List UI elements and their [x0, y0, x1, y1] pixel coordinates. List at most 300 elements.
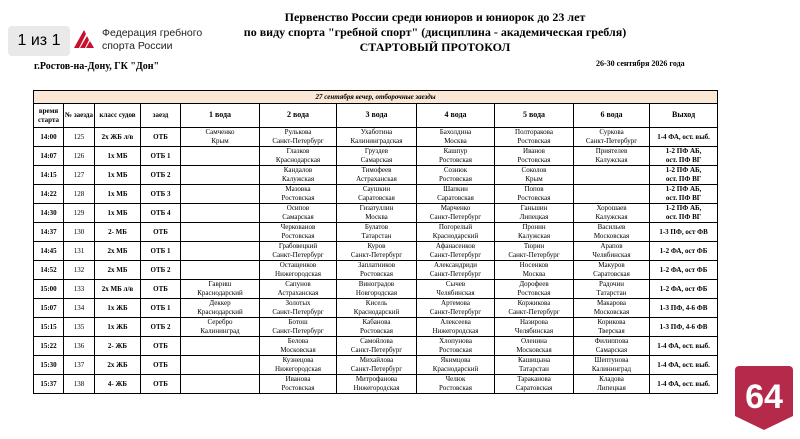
lane-2-entry [260, 147, 337, 166]
lane-2-entry [260, 223, 337, 242]
athlete-region: Санкт-Петербург [350, 365, 403, 373]
heat-label: ОТБ 2 [141, 261, 181, 280]
lane-6-entry [574, 375, 650, 394]
lane-6-entry [574, 166, 650, 185]
lane-5-entry [495, 166, 574, 185]
lane-1-entry [181, 223, 260, 242]
lane-2-entry [260, 261, 337, 280]
athlete-name: Афанасенков [435, 242, 476, 251]
athlete-region: Санкт-Петербург [429, 251, 482, 259]
table-row [34, 147, 718, 166]
lane-5-entry [495, 223, 574, 242]
heat-label: ОТБ 4 [141, 204, 181, 223]
athlete-name: Полторакова [515, 128, 553, 137]
col-heat: заезд [141, 104, 181, 128]
lane-4-entry [417, 166, 495, 185]
table-row [34, 128, 718, 147]
athlete-name: Кандалов [283, 166, 313, 175]
lane-3-entry [337, 147, 417, 166]
athlete-region: Тверская [598, 327, 625, 335]
table-row [34, 299, 718, 318]
athlete-name: Якимцова [440, 356, 471, 365]
race-time: 14:00 [34, 128, 64, 147]
athlete-name: Арапов [600, 242, 623, 251]
athlete-region: Новгородская [355, 289, 398, 297]
athlete-name: Золотых [285, 299, 311, 308]
heat-label: ОТБ [141, 356, 181, 375]
athlete-region: Ростовская [517, 156, 551, 164]
heat-label: ОТБ 2 [141, 318, 181, 337]
athlete-name: Груздев [364, 147, 389, 156]
athlete-region: Челябинская [436, 289, 475, 297]
athlete-region: Москва [522, 270, 546, 278]
lane-3-entry [337, 318, 417, 337]
athlete-name: Макарова [596, 299, 627, 308]
lane-2-entry [260, 299, 337, 318]
athlete-region: Самарская [282, 213, 314, 221]
boat-class: 2х ЖБ [95, 356, 141, 375]
race-time: 14:37 [34, 223, 64, 242]
exit-rule-line: 1-4 ФА, ост. выб. [657, 379, 710, 388]
athlete-name: Серебро [207, 318, 233, 327]
lane-1-entry [181, 356, 260, 375]
lane-4-entry [417, 242, 495, 261]
race-rows [34, 128, 718, 394]
heat-label: ОТБ [141, 223, 181, 242]
athlete-name: Бахолдина [439, 128, 472, 137]
athlete-region: Санкт-Петербург [429, 308, 482, 316]
athlete-name: Белова [287, 337, 309, 346]
lane-2-entry [260, 375, 337, 394]
athlete-region: Московская [280, 346, 316, 354]
boat-class: 2- МБ [95, 223, 141, 242]
race-number: 130 [64, 223, 95, 242]
federation-name-line1: Федерация гребного [102, 27, 203, 39]
exit-rule-line: 1-2 ПФ АБ, [665, 185, 702, 194]
exit-rule-line: ост. ПФ ВГ [665, 213, 702, 221]
athlete-region: Санкт-Петербург [508, 308, 560, 316]
race-time: 14:30 [34, 204, 64, 223]
boat-class: 1х МБ [95, 185, 141, 204]
athlete-region: Ростовская [517, 137, 551, 145]
race-number: 136 [64, 337, 95, 356]
heat-label: ОТБ 1 [141, 242, 181, 261]
race-time: 15:15 [34, 318, 64, 337]
athlete-name: Шапкин [443, 185, 468, 194]
athlete-region: Татарстан [596, 289, 627, 297]
lane-5-entry [495, 128, 574, 147]
athlete-name: Самойлова [360, 337, 393, 346]
lane-4-entry [417, 147, 495, 166]
exit-rule-line: ост. ПФ ВГ [665, 156, 702, 164]
lane-3-entry [337, 299, 417, 318]
athlete-region: Ростовская [360, 270, 393, 278]
athlete-name: Носенков [519, 261, 549, 270]
lane-6-entry [574, 185, 650, 204]
athlete-name: Челюк [445, 375, 466, 384]
col-race-no: № заезда [64, 104, 95, 128]
athlete-region: Калининградская [350, 137, 403, 145]
lane-1-entry [181, 242, 260, 261]
athlete-name: Булатов [364, 223, 389, 232]
lane-1-entry [181, 204, 260, 223]
race-time: 14:07 [34, 147, 64, 166]
event-dates: 26-30 сентября 2026 года [596, 59, 685, 68]
lane-1-entry [181, 318, 260, 337]
lane-3-entry [337, 128, 417, 147]
federation-emblem-icon [70, 26, 98, 54]
athlete-name: Рулькова [284, 128, 312, 137]
athlete-region: Ростовская [439, 346, 472, 354]
athlete-name: Черкованов [280, 223, 316, 232]
lane-3-entry [337, 223, 417, 242]
athlete-region: Саратовская [358, 194, 395, 202]
lane-2-entry [260, 204, 337, 223]
athlete-name: Соколов [521, 166, 547, 175]
athlete-name: Остащенков [279, 261, 317, 270]
exit-rule [650, 318, 718, 337]
lane-1-entry [181, 128, 260, 147]
athlete-region: Санкт-Петербург [585, 137, 638, 145]
col-exit: Выход [650, 104, 718, 128]
athlete-name: Осипов [286, 204, 310, 213]
heat-label: ОТБ 3 [141, 185, 181, 204]
boat-class: 1х МБ [95, 204, 141, 223]
federation-logo [70, 26, 203, 54]
col-lane6: 6 вода [574, 104, 650, 128]
heat-label: ОТБ [141, 375, 181, 394]
lane-5-entry [495, 204, 574, 223]
exit-rule [650, 242, 718, 261]
exit-rule-line: 1-2 ПФ АБ, [665, 166, 702, 175]
athlete-region: Ростовская [439, 175, 472, 183]
athlete-region: Санкт-Петербург [272, 251, 324, 259]
boat-class: 1х ЖБ [95, 318, 141, 337]
athlete-region: Челябинская [592, 251, 631, 259]
athlete-region: Калужская [595, 213, 628, 221]
lane-4-entry [417, 337, 495, 356]
table-row [34, 223, 718, 242]
athlete-name: Васильев [597, 223, 626, 232]
race-number: 135 [64, 318, 95, 337]
lane-1-entry [181, 261, 260, 280]
col-boat-class: класс судов [95, 104, 141, 128]
heat-label: ОТБ [141, 280, 181, 299]
boat-class: 1х МБ [95, 147, 141, 166]
lane-1-entry [181, 147, 260, 166]
page-indicator: 1 из 1 [8, 26, 70, 56]
athlete-name: Суркова [599, 128, 624, 137]
lane-3-entry [337, 280, 417, 299]
athlete-region: Краснодарский [197, 289, 243, 297]
lane-4-entry [417, 280, 495, 299]
federation-name-line2: спорта России [102, 39, 173, 52]
athlete-region: Нижегородская [432, 327, 479, 335]
lane-2-entry [260, 128, 337, 147]
athlete-region: Нижегородская [275, 365, 321, 373]
athlete-name: Ботош [288, 318, 308, 327]
athlete-region: Ростовская [439, 384, 472, 392]
lane-4-entry [417, 223, 495, 242]
table-row [34, 318, 718, 337]
race-time: 15:22 [34, 337, 64, 356]
lane-2-entry [260, 242, 337, 261]
lane-5-entry [495, 185, 574, 204]
athlete-region: Санкт-Петербург [429, 213, 482, 221]
race-time: 14:45 [34, 242, 64, 261]
exit-rule-line: 1-4 ФА, ост. выб. [657, 341, 710, 350]
table-row [34, 280, 718, 299]
athlete-region: Калининград [200, 327, 240, 335]
athlete-region: Астраханская [277, 289, 319, 297]
athlete-name: Корикова [597, 318, 626, 327]
boat-class: 2х МБ [95, 261, 141, 280]
athlete-name: Приятелев [595, 147, 628, 156]
athlete-name: Назирова [520, 318, 548, 327]
lane-3-entry [337, 375, 417, 394]
athlete-name: Ухаботина [360, 128, 393, 137]
athlete-region: Санкт-Петербург [429, 270, 482, 278]
athlete-name: Попов [524, 185, 544, 194]
lane-1-entry [181, 375, 260, 394]
athlete-region: Самарская [595, 346, 628, 354]
lane-5-entry [495, 337, 574, 356]
lane-1-entry [181, 280, 260, 299]
athlete-name: Мазовка [285, 185, 311, 194]
athlete-name: Коржикова [517, 299, 551, 308]
athlete-name: Кузнецова [282, 356, 314, 365]
athlete-region: Санкт-Петербург [272, 137, 324, 145]
athlete-name: Марченко [440, 204, 471, 213]
athlete-name: Макуров [598, 261, 625, 270]
lane-1-entry [181, 337, 260, 356]
table-row [34, 185, 718, 204]
lane-5-entry [495, 147, 574, 166]
athlete-name: Алексеева [440, 318, 471, 327]
race-number: 125 [64, 128, 95, 147]
exit-rule [650, 299, 718, 318]
exit-rule-line: 1-3 ПФ, 4-6 ФВ [659, 303, 708, 312]
exit-rule-line: 1-3 ПФ, ост ФВ [659, 227, 708, 236]
athlete-name: Сознюк [443, 166, 468, 175]
start-protocol-table [33, 90, 718, 394]
athlete-name: Деккер [209, 299, 231, 308]
lane-5-entry [495, 242, 574, 261]
race-number: 129 [64, 204, 95, 223]
athlete-region: Краснодарский [432, 232, 479, 240]
athlete-region: Нижегородская [353, 384, 400, 392]
table-header [34, 104, 718, 128]
athlete-region: Ростовская [281, 384, 315, 392]
lane-4-entry [417, 375, 495, 394]
col-time: время старта [34, 104, 64, 128]
exit-rule [650, 280, 718, 299]
athlete-region: Московская [593, 232, 630, 240]
lane-2-entry [260, 318, 337, 337]
boat-class: 4- ЖБ [95, 375, 141, 394]
race-time: 15:30 [34, 356, 64, 375]
exit-rule [650, 185, 718, 204]
lane-1-entry [181, 185, 260, 204]
athlete-region: Москва [365, 213, 388, 221]
lane-4-entry [417, 299, 495, 318]
athlete-region: Липецкая [597, 384, 626, 392]
day-banner: 27 сентября вечер, отборочные заезды [34, 91, 718, 104]
exit-rule [650, 261, 718, 280]
lane-6-entry [574, 356, 650, 375]
athlete-region: Саратовская [515, 384, 553, 392]
athlete-name: Пронин [522, 223, 546, 232]
exit-rule [650, 166, 718, 185]
col-lane5: 5 вода [495, 104, 574, 128]
athlete-name: Тюрин [523, 242, 545, 251]
athlete-region: Санкт-Петербург [508, 251, 560, 259]
athlete-region: Ростовская [439, 156, 472, 164]
athlete-region: Санкт-Петербург [350, 346, 403, 354]
race-number: 134 [64, 299, 95, 318]
athlete-region: Крым [211, 137, 229, 145]
exit-rule-line: ост. ПФ ВГ [665, 194, 702, 202]
exit-rule [650, 204, 718, 223]
table-row [34, 166, 718, 185]
lane-6-entry [574, 223, 650, 242]
athlete-region: Татарстан [361, 232, 392, 240]
athlete-region: Санкт-Петербург [272, 327, 324, 335]
athlete-name: Ганьшин [520, 204, 548, 213]
exit-rule-line: 1-2 ПФ АБ, [665, 204, 702, 213]
athlete-region: Калининград [591, 365, 632, 373]
lane-3-entry [337, 356, 417, 375]
lane-4-entry [417, 356, 495, 375]
day-banner-row [34, 91, 718, 104]
boat-class: 1х МБ [95, 166, 141, 185]
athlete-name: Куров [367, 242, 386, 251]
lane-4-entry [417, 261, 495, 280]
athlete-region: Крым [525, 175, 543, 183]
athlete-name: Глазков [286, 147, 310, 156]
athlete-name: Михайлова [359, 356, 394, 365]
athlete-region: Краснодарская [275, 156, 321, 164]
lane-4-entry [417, 185, 495, 204]
athlete-name: Дорофеев [519, 280, 549, 289]
lane-5-entry [495, 280, 574, 299]
lane-2-entry [260, 166, 337, 185]
athlete-name: Александриди [433, 261, 478, 270]
athlete-region: Калужская [595, 156, 628, 164]
athlete-region: Московская [516, 346, 552, 354]
channel-logo [733, 364, 795, 432]
lane-6-entry [574, 128, 650, 147]
col-lane2: 2 вода [260, 104, 337, 128]
athlete-region: Санкт-Петербург [272, 308, 324, 316]
lane-2-entry [260, 356, 337, 375]
race-number: 133 [64, 280, 95, 299]
lane-6-entry [574, 261, 650, 280]
athlete-name: Погорелый [438, 223, 473, 232]
lane-6-entry [574, 280, 650, 299]
exit-rule-line: 1-2 ФА, ост ФБ [659, 246, 708, 255]
lane-6-entry [574, 318, 650, 337]
lane-5-entry [495, 356, 574, 375]
lane-4-entry [417, 318, 495, 337]
race-time: 14:52 [34, 261, 64, 280]
athlete-name: Сычев [445, 280, 466, 289]
lane-3-entry [337, 185, 417, 204]
athlete-name: Иванов [523, 147, 545, 156]
lane-1-entry [181, 166, 260, 185]
athlete-region: Москва [444, 137, 467, 145]
athlete-name: Грабовецкий [278, 242, 318, 251]
channel-logo-text: 64 [745, 378, 783, 416]
exit-rule-line: 1-2 ПФ АБ, [665, 147, 702, 156]
boat-class: 2- ЖБ [95, 337, 141, 356]
athlete-name: Тараканова [517, 375, 551, 384]
athlete-name: Кашпур [443, 147, 468, 156]
header-line3: СТАРТОВЫЙ ПРОТОКОЛ [359, 40, 511, 54]
lane-3-entry [337, 166, 417, 185]
venue: г.Ростов-на-Дону, ГК "Дон" [34, 61, 160, 72]
boat-class: 2х МБ л/в [95, 280, 141, 299]
athlete-name: Кисель [365, 299, 388, 308]
lane-4-entry [417, 204, 495, 223]
header-line2: по виду спорта "гребной спорт" (дисциплина - академическая гребля) [243, 25, 627, 39]
athlete-name: Заплатников [357, 261, 396, 270]
exit-rule [650, 375, 718, 394]
exit-rule [650, 356, 718, 375]
athlete-region: Ростовская [360, 327, 393, 335]
heat-label: ОТБ 1 [141, 147, 181, 166]
race-time: 14:15 [34, 166, 64, 185]
athlete-name: Хлопунова [439, 337, 472, 346]
athlete-region: Астраханская [356, 175, 397, 183]
exit-rule [650, 337, 718, 356]
lane-1-entry [181, 299, 260, 318]
athlete-region: Нижегородская [275, 270, 321, 278]
athlete-name: Самченко [205, 128, 235, 137]
boat-class: 2х ЖБ л/в [95, 128, 141, 147]
athlete-name: Митрофанова [355, 375, 398, 384]
athlete-name: Гизатуллин [359, 204, 394, 213]
race-number: 138 [64, 375, 95, 394]
lane-6-entry [574, 204, 650, 223]
lane-2-entry [260, 185, 337, 204]
athlete-region: Ростовская [517, 289, 551, 297]
exit-rule-line: 1-2 ФА, ост ФБ [659, 265, 708, 274]
exit-rule-line: 1-2 ФА, ост ФБ [659, 284, 708, 293]
athlete-name: Кабанова [362, 318, 391, 327]
athlete-region: Саратовская [437, 194, 474, 202]
lane-4-entry [417, 128, 495, 147]
lane-6-entry [574, 147, 650, 166]
lane-5-entry [495, 318, 574, 337]
race-number: 127 [64, 166, 95, 185]
athlete-region: Краснодарский [353, 308, 400, 316]
exit-rule [650, 147, 718, 166]
athlete-name: Радочин [599, 280, 624, 289]
athlete-name: Шептунова [594, 356, 629, 365]
race-number: 128 [64, 185, 95, 204]
athlete-name: Филиппова [594, 337, 629, 346]
lane-3-entry [337, 337, 417, 356]
athlete-region: Саратовская [593, 270, 630, 278]
lane-3-entry [337, 261, 417, 280]
athlete-region: Краснодарский [432, 365, 479, 373]
federation-name [102, 27, 212, 52]
athlete-name: Сапунов [285, 280, 311, 289]
table-row [34, 356, 718, 375]
athlete-region: Липецкая [519, 213, 549, 221]
exit-rule [650, 223, 718, 242]
